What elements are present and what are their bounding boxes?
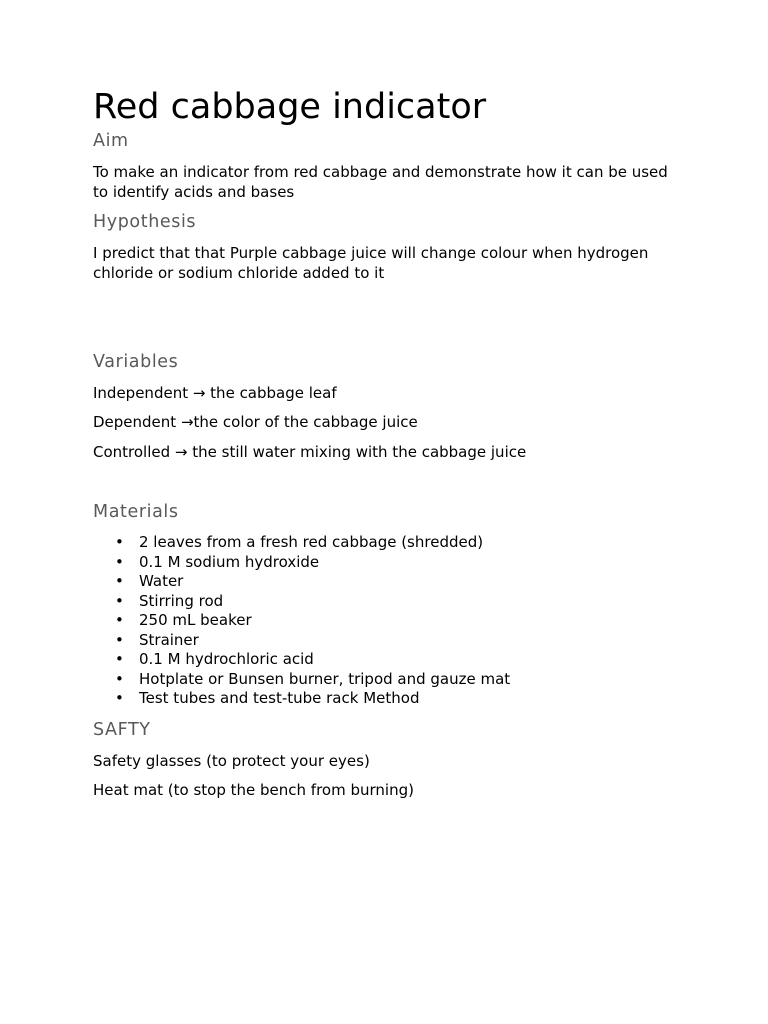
variable-controlled: Controlled → the still water mixing with the cabbage juice: [93, 443, 527, 461]
bullet-icon: •: [115, 650, 124, 668]
hypothesis-heading: Hypothesis: [93, 212, 197, 232]
bullet-icon: •: [115, 552, 124, 571]
bullet-icon: •: [115, 669, 124, 688]
bullet-icon: •: [115, 689, 124, 707]
variable-independent: Independent → the cabbage leaf: [93, 384, 337, 402]
safety-item-glasses: Safety glasses (to protect your eyes): [93, 752, 370, 770]
variables-heading: Variables: [93, 352, 179, 372]
document-title: Red cabbage indicator: [93, 87, 487, 127]
bullet-icon: •: [115, 572, 124, 590]
list-item: • Stirring rod: [115, 591, 224, 610]
aim-heading: Aim: [93, 131, 129, 151]
list-item: • Hotplate or Bunsen burner, tripod and gauze mat: [115, 669, 511, 688]
materials-heading: Materials: [93, 502, 179, 522]
bullet-icon: •: [115, 630, 124, 649]
bullet-icon: •: [115, 591, 124, 610]
materials-list: [93, 533, 510, 709]
list-item: • Water: [115, 572, 184, 590]
hypothesis-text: I predict that that Purple cabbage juice will change colour when hydrogen chloride or sodium chloride added to it: [93, 244, 649, 282]
safety-heading: SAFTY: [93, 720, 151, 740]
list-item: • 2 leaves from a fresh red cabbage (shredded): [115, 533, 484, 551]
list-item: • Strainer: [115, 630, 199, 649]
list-item: • 0.1 M hydrochloric acid: [115, 650, 314, 668]
bullet-icon: •: [115, 611, 124, 629]
aim-text: To make an indicator from red cabbage and demonstrate how it can be used to identify acids and bases: [93, 163, 668, 201]
list-item: • Test tubes and test-tube rack Method: [115, 689, 420, 707]
list-item: • 0.1 M sodium hydroxide: [115, 552, 320, 571]
safety-item-heat-mat: Heat mat (to stop the bench from burning): [93, 781, 414, 799]
list-item: • 250 mL beaker: [115, 611, 252, 629]
bullet-icon: •: [115, 533, 124, 551]
variable-dependent: Dependent →the color of the cabbage juice: [93, 413, 418, 431]
